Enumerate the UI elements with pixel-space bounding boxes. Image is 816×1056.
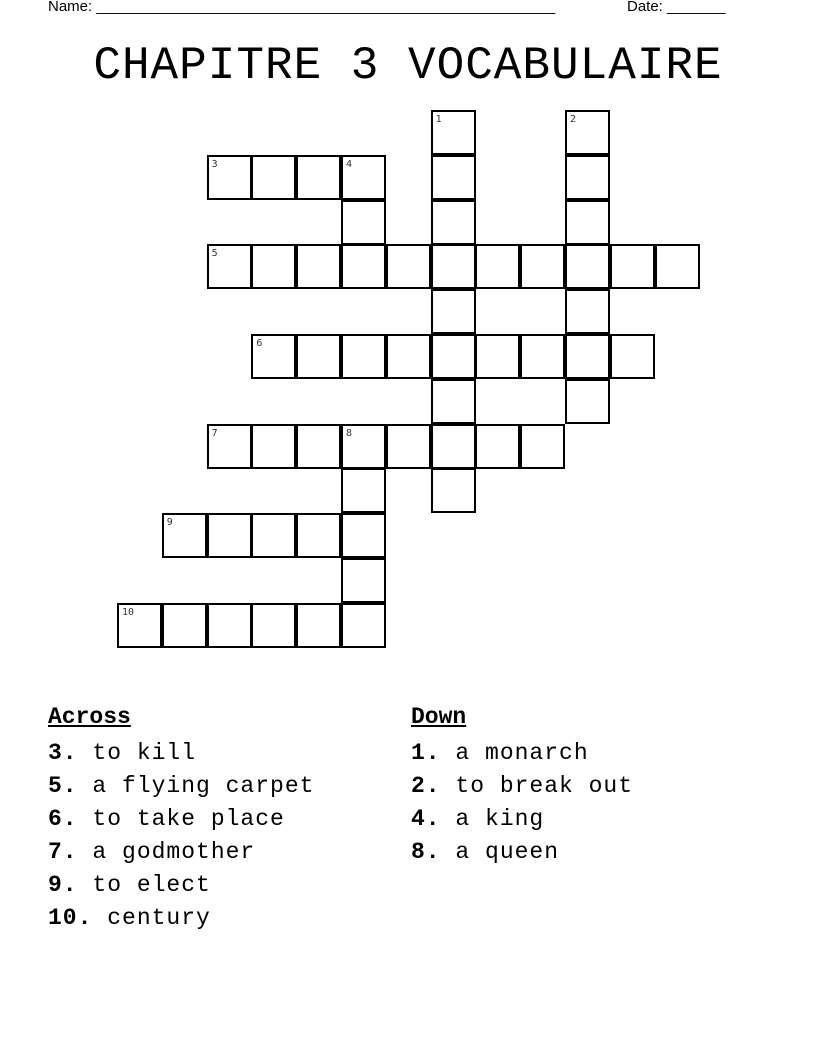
crossword-cell[interactable] [386, 424, 431, 469]
crossword-cell[interactable] [565, 244, 610, 289]
crossword-cell[interactable] [341, 513, 386, 558]
crossword-cell[interactable] [565, 155, 610, 200]
crossword-cell[interactable] [475, 424, 520, 469]
across-clue-list [48, 737, 314, 935]
crossword-cell[interactable] [341, 200, 386, 245]
clue-text: century [92, 905, 211, 931]
clue-text: a flying carpet [77, 773, 315, 799]
crossword-cell[interactable] [341, 468, 386, 513]
crossword-cell[interactable] [431, 289, 476, 334]
crossword-cell[interactable] [431, 155, 476, 200]
crossword-cell[interactable] [610, 334, 655, 379]
crossword-cell[interactable] [296, 603, 341, 648]
across-heading: Across [48, 704, 131, 730]
crossword-cell[interactable] [431, 200, 476, 245]
crossword-cell[interactable] [341, 603, 386, 648]
crossword-cell[interactable] [251, 424, 296, 469]
crossword-cell[interactable] [610, 244, 655, 289]
crossword-cell[interactable] [475, 244, 520, 289]
crossword-cell[interactable] [520, 424, 565, 469]
down-clues [411, 704, 633, 869]
down-clue [411, 770, 633, 803]
clue-number: 8 [346, 427, 353, 439]
clue-number: 9. [48, 872, 78, 898]
clue-text: a king [440, 806, 545, 832]
crossword-cell[interactable] [341, 424, 386, 469]
clue-text: to elect [77, 872, 211, 898]
clue-number: 3 [211, 158, 218, 170]
across-clue [48, 869, 314, 902]
across-clue [48, 737, 314, 770]
down-clue [411, 836, 633, 869]
crossword-cell[interactable] [207, 513, 252, 558]
down-clue [411, 737, 633, 770]
crossword-cell[interactable] [296, 155, 341, 200]
crossword-cell[interactable] [520, 334, 565, 379]
crossword-cell[interactable] [296, 334, 341, 379]
date-field-label: Date: _______ [627, 0, 726, 15]
crossword-cell[interactable] [117, 603, 162, 648]
clue-text: a monarch [440, 740, 589, 766]
clue-text: to kill [77, 740, 197, 766]
crossword-cell[interactable] [207, 155, 252, 200]
across-clues [48, 704, 314, 935]
clue-number: 7 [211, 427, 218, 439]
clue-number: 8. [411, 839, 441, 865]
crossword-cell[interactable] [520, 244, 565, 289]
across-clue [48, 902, 314, 935]
across-clue [48, 803, 314, 836]
crossword-cell[interactable] [565, 289, 610, 334]
crossword-cell[interactable] [475, 334, 520, 379]
crossword-cell[interactable] [341, 558, 386, 603]
clue-number: 10 [122, 606, 135, 618]
crossword-cell[interactable] [431, 334, 476, 379]
down-clue-list [411, 737, 633, 869]
crossword-cell[interactable] [296, 244, 341, 289]
clue-number: 5. [48, 773, 78, 799]
crossword-cell[interactable] [341, 155, 386, 200]
down-heading: Down [411, 704, 467, 730]
clue-number: 2. [411, 773, 441, 799]
clue-number: 1. [411, 740, 441, 766]
clue-number: 6 [256, 338, 263, 349]
clue-number: 6. [48, 806, 78, 832]
crossword-cell[interactable] [162, 603, 207, 648]
crossword-cell[interactable] [207, 424, 252, 469]
clue-number: 4. [411, 806, 441, 832]
crossword-cell[interactable] [431, 468, 476, 513]
crossword-cell[interactable] [386, 334, 431, 379]
across-clue [48, 836, 314, 869]
crossword-cell[interactable] [251, 155, 296, 200]
clue-number: 7. [48, 839, 78, 865]
clue-text: a queen [440, 839, 560, 865]
name-field-label: Name: _______________________________________________________ [48, 0, 556, 15]
crossword-cell[interactable] [431, 379, 476, 424]
crossword-cell[interactable] [565, 379, 610, 424]
crossword-cell[interactable] [162, 513, 207, 558]
across-clue [48, 770, 314, 803]
clue-number: 3. [48, 740, 78, 766]
clue-number: 1 [435, 114, 442, 125]
clue-text: a godmother [77, 839, 256, 865]
crossword-cell[interactable] [296, 513, 341, 558]
crossword-cell[interactable] [431, 110, 476, 155]
crossword-cell[interactable] [386, 244, 431, 289]
crossword-cell[interactable] [251, 603, 296, 648]
clue-number: 10. [48, 905, 93, 931]
crossword-cell[interactable] [431, 244, 476, 289]
crossword-cell[interactable] [251, 334, 296, 379]
crossword-cell[interactable] [251, 513, 296, 558]
clue-number: 9 [166, 517, 173, 529]
crossword-cell[interactable] [341, 244, 386, 289]
crossword-cell[interactable] [565, 334, 610, 379]
clue-number: 2 [570, 114, 577, 125]
crossword-cell[interactable] [655, 244, 700, 289]
crossword-cell[interactable] [207, 244, 252, 289]
crossword-cell[interactable] [207, 603, 252, 648]
page-title: CHAPITRE 3 VOCABULAIRE [93, 40, 723, 92]
crossword-cell[interactable] [431, 424, 476, 469]
crossword-cell[interactable] [341, 334, 386, 379]
crossword-cell[interactable] [251, 244, 296, 289]
clue-number: 4 [346, 158, 353, 170]
clue-number: 5 [211, 248, 218, 260]
crossword-cell[interactable] [565, 200, 610, 245]
down-clue [411, 803, 633, 836]
crossword-cell[interactable] [565, 110, 610, 155]
crossword-cell[interactable] [296, 424, 341, 469]
clue-text: to take place [77, 806, 285, 832]
clue-text: to break out [440, 773, 634, 799]
